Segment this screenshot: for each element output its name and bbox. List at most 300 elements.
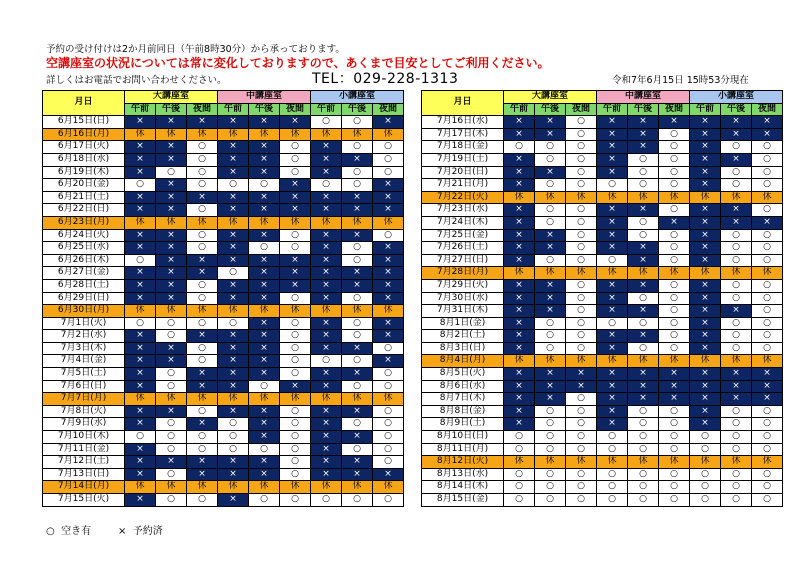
booked-cell: × xyxy=(721,393,752,406)
slot-evening-header: 夜間 xyxy=(659,103,690,116)
booked-cell: × xyxy=(311,242,342,255)
booked-cell: × xyxy=(721,116,752,129)
table-row xyxy=(422,380,783,393)
slot-evening-header: 夜間 xyxy=(566,103,597,116)
table-row xyxy=(43,380,404,393)
slot-afternoon-header: 午後 xyxy=(156,103,187,116)
closed-cell: 休 xyxy=(156,481,187,494)
booked-cell: × xyxy=(690,229,721,242)
booked-cell: × xyxy=(249,204,280,217)
available-cell: ○ xyxy=(187,242,218,255)
booked-cell: × xyxy=(690,418,721,431)
available-cell: ○ xyxy=(721,468,752,481)
booked-cell: × xyxy=(187,116,218,129)
available-cell: ○ xyxy=(628,418,659,431)
booked-cell: × xyxy=(218,279,249,292)
booked-cell: × xyxy=(311,405,342,418)
closed-cell: 休 xyxy=(373,216,404,229)
available-cell: ○ xyxy=(311,494,342,507)
booked-cell: × xyxy=(342,191,373,204)
booked-cell: × xyxy=(535,292,566,305)
available-cell: ○ xyxy=(566,418,597,431)
slot-afternoon-header: 午後 xyxy=(249,103,280,116)
legend-available xyxy=(46,522,91,537)
table-row xyxy=(422,494,783,507)
available-cell: ○ xyxy=(218,267,249,280)
available-cell: ○ xyxy=(156,494,187,507)
date-cell: 6月18日(水) xyxy=(43,153,125,166)
available-cell: ○ xyxy=(721,431,752,444)
booked-cell: × xyxy=(628,279,659,292)
booked-cell: × xyxy=(535,368,566,381)
available-cell: ○ xyxy=(187,166,218,179)
booked-cell: × xyxy=(504,279,535,292)
available-cell: ○ xyxy=(535,418,566,431)
booked-cell: × xyxy=(597,166,628,179)
closed-cell: 休 xyxy=(566,355,597,368)
booked-symbol: × xyxy=(118,526,127,537)
booked-cell: × xyxy=(721,368,752,381)
booked-cell: × xyxy=(752,116,783,129)
closed-cell: 休 xyxy=(373,393,404,406)
booked-cell: × xyxy=(342,229,373,242)
booked-cell: × xyxy=(125,153,156,166)
booked-cell: × xyxy=(597,141,628,154)
available-cell: ○ xyxy=(659,179,690,192)
available-cell: ○ xyxy=(280,494,311,507)
booked-cell: × xyxy=(690,305,721,318)
available-cell: ○ xyxy=(187,279,218,292)
available-cell: ○ xyxy=(752,330,783,343)
booked-cell: × xyxy=(690,393,721,406)
closed-cell: 休 xyxy=(597,191,628,204)
table-row xyxy=(43,342,404,355)
date-cell: 6月29日(日) xyxy=(43,292,125,305)
booked-cell: × xyxy=(342,342,373,355)
closed-cell: 休 xyxy=(342,128,373,141)
booked-cell: × xyxy=(249,116,280,129)
closed-cell: 休 xyxy=(280,216,311,229)
booked-cell: × xyxy=(342,153,373,166)
slot-morning-header: 午前 xyxy=(125,103,156,116)
table-row xyxy=(43,355,404,368)
closed-cell: 休 xyxy=(373,305,404,318)
date-cell: 8月13日(水) xyxy=(422,468,504,481)
closed-cell: 休 xyxy=(218,481,249,494)
small-room-header: 小講座室 xyxy=(690,91,783,104)
available-cell: ○ xyxy=(752,317,783,330)
date-cell: 8月1日(金) xyxy=(422,317,504,330)
booked-cell: × xyxy=(504,153,535,166)
closed-cell: 休 xyxy=(659,267,690,280)
closed-cell: 休 xyxy=(373,481,404,494)
date-cell: 7月30日(水) xyxy=(422,292,504,305)
booked-cell: × xyxy=(690,141,721,154)
available-cell: ○ xyxy=(187,204,218,217)
booked-cell: × xyxy=(249,153,280,166)
booked-cell: × xyxy=(280,179,311,192)
closed-cell: 休 xyxy=(218,216,249,229)
slot-morning-header: 午前 xyxy=(311,103,342,116)
booked-cell: × xyxy=(535,128,566,141)
booked-cell: × xyxy=(690,153,721,166)
booked-cell: × xyxy=(280,191,311,204)
available-cell: ○ xyxy=(535,153,566,166)
booked-cell: × xyxy=(597,368,628,381)
booked-cell: × xyxy=(597,393,628,406)
available-cell: ○ xyxy=(752,342,783,355)
booked-cell: × xyxy=(504,216,535,229)
table-row xyxy=(43,431,404,444)
available-cell: ○ xyxy=(373,342,404,355)
available-cell: ○ xyxy=(373,456,404,469)
slot-afternoon-header: 午後 xyxy=(721,103,752,116)
booked-cell: × xyxy=(125,191,156,204)
closed-cell: 休 xyxy=(342,393,373,406)
booked-cell: × xyxy=(187,418,218,431)
booked-cell: × xyxy=(504,317,535,330)
booked-cell: × xyxy=(535,279,566,292)
booked-cell: × xyxy=(125,342,156,355)
available-cell: ○ xyxy=(373,153,404,166)
closed-cell: 休 xyxy=(690,456,721,469)
closed-cell: 休 xyxy=(311,393,342,406)
booked-cell: × xyxy=(504,242,535,255)
available-cell: ○ xyxy=(156,166,187,179)
available-cell: ○ xyxy=(566,443,597,456)
date-cell: 6月21日(土) xyxy=(43,191,125,204)
booked-cell: × xyxy=(280,116,311,129)
closed-cell: 休 xyxy=(659,456,690,469)
schedule-table-left xyxy=(42,90,404,507)
booked-cell: × xyxy=(342,456,373,469)
booked-cell: × xyxy=(311,418,342,431)
available-cell: ○ xyxy=(156,330,187,343)
available-cell: ○ xyxy=(373,418,404,431)
booked-cell: × xyxy=(156,279,187,292)
table-row xyxy=(422,368,783,381)
available-cell: ○ xyxy=(249,494,280,507)
available-cell: ○ xyxy=(566,128,597,141)
booked-cell: × xyxy=(690,368,721,381)
table-row xyxy=(422,229,783,242)
available-cell: ○ xyxy=(721,317,752,330)
date-cell: 8月11日(月) xyxy=(422,443,504,456)
booked-cell: × xyxy=(342,368,373,381)
available-cell: ○ xyxy=(690,468,721,481)
closed-cell: 休 xyxy=(156,305,187,318)
booked-cell: × xyxy=(249,166,280,179)
booked-cell: × xyxy=(311,380,342,393)
booked-cell: × xyxy=(690,166,721,179)
table-row xyxy=(43,368,404,381)
booked-cell: × xyxy=(373,191,404,204)
available-cell: ○ xyxy=(752,229,783,242)
booked-cell: × xyxy=(311,229,342,242)
booked-cell: × xyxy=(156,179,187,192)
closed-cell: 休 xyxy=(628,355,659,368)
slot-morning-header: 午前 xyxy=(597,103,628,116)
table-row xyxy=(422,405,783,418)
booked-cell: × xyxy=(311,468,342,481)
date-cell: 6月23日(月) xyxy=(43,216,125,229)
available-cell: ○ xyxy=(752,418,783,431)
booked-cell: × xyxy=(249,141,280,154)
available-cell: ○ xyxy=(752,292,783,305)
booked-cell: × xyxy=(504,229,535,242)
booked-cell: × xyxy=(218,191,249,204)
booked-cell: × xyxy=(690,216,721,229)
booked-cell: × xyxy=(218,456,249,469)
available-cell: ○ xyxy=(535,443,566,456)
available-cell: ○ xyxy=(721,242,752,255)
booked-cell: × xyxy=(504,380,535,393)
available-cell: ○ xyxy=(280,166,311,179)
slot-morning-header: 午前 xyxy=(504,103,535,116)
available-cell: ○ xyxy=(659,317,690,330)
booked-cell: × xyxy=(156,153,187,166)
booked-cell: × xyxy=(628,368,659,381)
closed-cell: 休 xyxy=(342,481,373,494)
available-cell: ○ xyxy=(218,317,249,330)
table-row xyxy=(422,292,783,305)
available-cell: ○ xyxy=(342,141,373,154)
available-cell: ○ xyxy=(373,494,404,507)
date-cell: 6月19日(木) xyxy=(43,166,125,179)
closed-cell: 休 xyxy=(187,216,218,229)
booked-cell: × xyxy=(628,330,659,343)
date-cell: 8月3日(日) xyxy=(422,342,504,355)
closed-cell: 休 xyxy=(187,481,218,494)
booked-cell: × xyxy=(280,204,311,217)
available-cell: ○ xyxy=(628,153,659,166)
available-cell: ○ xyxy=(249,380,280,393)
table-row xyxy=(422,418,783,431)
table-row xyxy=(422,317,783,330)
available-cell: ○ xyxy=(249,443,280,456)
date-cell: 7月29日(火) xyxy=(422,279,504,292)
available-cell: ○ xyxy=(659,254,690,267)
large-room-header: 大講座室 xyxy=(504,91,597,104)
available-cell: ○ xyxy=(566,279,597,292)
available-cell: ○ xyxy=(342,494,373,507)
available-cell: ○ xyxy=(218,431,249,444)
available-cell: ○ xyxy=(721,229,752,242)
booked-cell: × xyxy=(218,116,249,129)
table-row xyxy=(422,279,783,292)
slot-evening-header: 夜間 xyxy=(373,103,404,116)
closed-cell: 休 xyxy=(504,355,535,368)
table-row xyxy=(422,355,783,368)
closed-cell: 休 xyxy=(249,216,280,229)
available-cell: ○ xyxy=(659,229,690,242)
booked-cell: × xyxy=(628,242,659,255)
date-cell: 7月20日(日) xyxy=(422,166,504,179)
available-cell: ○ xyxy=(628,481,659,494)
table-row xyxy=(43,141,404,154)
date-cell: 8月5日(火) xyxy=(422,368,504,381)
booked-cell: × xyxy=(156,405,187,418)
booked-cell: × xyxy=(125,443,156,456)
closed-cell: 休 xyxy=(628,267,659,280)
closed-cell: 休 xyxy=(311,305,342,318)
status-warning: 空講座室の状況については常に変化しておりますので、あくまで目安としてご利用ください。 xyxy=(46,56,550,70)
available-cell: ○ xyxy=(721,166,752,179)
booked-cell: × xyxy=(311,204,342,217)
available-cell: ○ xyxy=(187,153,218,166)
available-cell: ○ xyxy=(218,418,249,431)
closed-cell: 休 xyxy=(690,267,721,280)
available-cell: ○ xyxy=(504,468,535,481)
booked-cell: × xyxy=(125,405,156,418)
booked-cell: × xyxy=(373,279,404,292)
booked-cell: × xyxy=(373,355,404,368)
available-cell: ○ xyxy=(659,204,690,217)
available-cell: ○ xyxy=(659,242,690,255)
table-row xyxy=(43,468,404,481)
table-row xyxy=(43,242,404,255)
slot-afternoon-header: 午後 xyxy=(342,103,373,116)
booked-cell: × xyxy=(156,267,187,280)
date-cell: 6月27日(金) xyxy=(43,267,125,280)
available-symbol: ○ xyxy=(46,526,55,537)
date-cell: 7月28日(月) xyxy=(422,267,504,280)
table-row xyxy=(43,443,404,456)
available-cell: ○ xyxy=(342,292,373,305)
booked-cell: × xyxy=(721,380,752,393)
closed-cell: 休 xyxy=(125,393,156,406)
booked-cell: × xyxy=(125,116,156,129)
closed-cell: 休 xyxy=(752,191,783,204)
available-cell: ○ xyxy=(628,179,659,192)
booked-cell: × xyxy=(597,292,628,305)
table-row xyxy=(422,191,783,204)
available-cell: ○ xyxy=(504,481,535,494)
available-cell: ○ xyxy=(566,204,597,217)
booked-cell: × xyxy=(218,141,249,154)
booked-cell: × xyxy=(187,254,218,267)
available-cell: ○ xyxy=(659,141,690,154)
available-cell: ○ xyxy=(342,242,373,255)
booked-cell: × xyxy=(311,431,342,444)
date-cell: 7月26日(土) xyxy=(422,242,504,255)
booked-cell: × xyxy=(249,229,280,242)
date-cell: 7月31日(木) xyxy=(422,305,504,318)
date-cell: 8月8日(金) xyxy=(422,405,504,418)
date-cell: 7月22日(火) xyxy=(422,191,504,204)
available-cell: ○ xyxy=(659,128,690,141)
booked-cell: × xyxy=(218,342,249,355)
available-cell: ○ xyxy=(342,254,373,267)
booked-cell: × xyxy=(249,330,280,343)
available-cell: ○ xyxy=(504,443,535,456)
reservation-note: 予約の受け付けは2か月前同日（午前8時30分）から承っております。 xyxy=(46,44,345,55)
closed-cell: 休 xyxy=(752,267,783,280)
closed-cell: 休 xyxy=(566,191,597,204)
available-cell: ○ xyxy=(535,254,566,267)
medium-room-header: 中講座室 xyxy=(218,91,311,104)
available-cell: ○ xyxy=(566,342,597,355)
table-row xyxy=(422,330,783,343)
available-cell: ○ xyxy=(721,494,752,507)
available-cell: ○ xyxy=(187,179,218,192)
available-cell: ○ xyxy=(280,317,311,330)
booked-cell: × xyxy=(156,456,187,469)
available-cell: ○ xyxy=(125,431,156,444)
booked-cell: × xyxy=(311,153,342,166)
table-row xyxy=(43,153,404,166)
booked-cell: × xyxy=(566,368,597,381)
closed-cell: 休 xyxy=(342,216,373,229)
booked-cell: × xyxy=(249,317,280,330)
available-cell: ○ xyxy=(535,216,566,229)
available-cell: ○ xyxy=(690,443,721,456)
available-cell: ○ xyxy=(187,229,218,242)
available-cell: ○ xyxy=(752,153,783,166)
available-cell: ○ xyxy=(628,229,659,242)
booked-cell: × xyxy=(218,368,249,381)
closed-cell: 休 xyxy=(311,481,342,494)
available-cell: ○ xyxy=(659,431,690,444)
booked-cell: × xyxy=(125,242,156,255)
available-cell: ○ xyxy=(628,431,659,444)
table-row xyxy=(422,216,783,229)
available-cell: ○ xyxy=(535,481,566,494)
booked-cell: × xyxy=(597,153,628,166)
available-cell: ○ xyxy=(597,431,628,444)
booked-cell: × xyxy=(187,368,218,381)
booked-cell: × xyxy=(690,342,721,355)
booked-cell: × xyxy=(311,456,342,469)
closed-cell: 休 xyxy=(504,191,535,204)
closed-cell: 休 xyxy=(504,456,535,469)
available-cell: ○ xyxy=(721,418,752,431)
booked-cell: × xyxy=(280,254,311,267)
booked-cell: × xyxy=(249,405,280,418)
booked-cell: × xyxy=(280,380,311,393)
slot-evening-header: 夜間 xyxy=(187,103,218,116)
available-cell: ○ xyxy=(566,494,597,507)
closed-cell: 休 xyxy=(597,267,628,280)
booked-cell: × xyxy=(156,355,187,368)
closed-cell: 休 xyxy=(597,355,628,368)
booked-cell: × xyxy=(597,242,628,255)
date-cell: 7月19日(土) xyxy=(422,153,504,166)
available-cell: ○ xyxy=(156,317,187,330)
date-cell: 7月16日(水) xyxy=(422,116,504,129)
phone-number[interactable]: TEL：029-228-1313 xyxy=(312,71,459,87)
closed-cell: 休 xyxy=(187,393,218,406)
booked-cell: × xyxy=(218,166,249,179)
booked-cell: × xyxy=(218,330,249,343)
booked-cell: × xyxy=(659,393,690,406)
booked-cell: × xyxy=(249,456,280,469)
booked-cell: × xyxy=(373,254,404,267)
booked-cell: × xyxy=(628,305,659,318)
available-cell: ○ xyxy=(597,254,628,267)
available-cell: ○ xyxy=(280,141,311,154)
date-cell: 7月24日(木) xyxy=(422,216,504,229)
available-cell: ○ xyxy=(535,468,566,481)
table-row xyxy=(43,216,404,229)
booked-cell: × xyxy=(535,305,566,318)
booked-cell: × xyxy=(535,393,566,406)
available-cell: ○ xyxy=(752,242,783,255)
booked-cell: × xyxy=(187,380,218,393)
date-cell: 6月15日(日) xyxy=(43,116,125,129)
table-row xyxy=(422,456,783,469)
booked-cell: × xyxy=(597,418,628,431)
